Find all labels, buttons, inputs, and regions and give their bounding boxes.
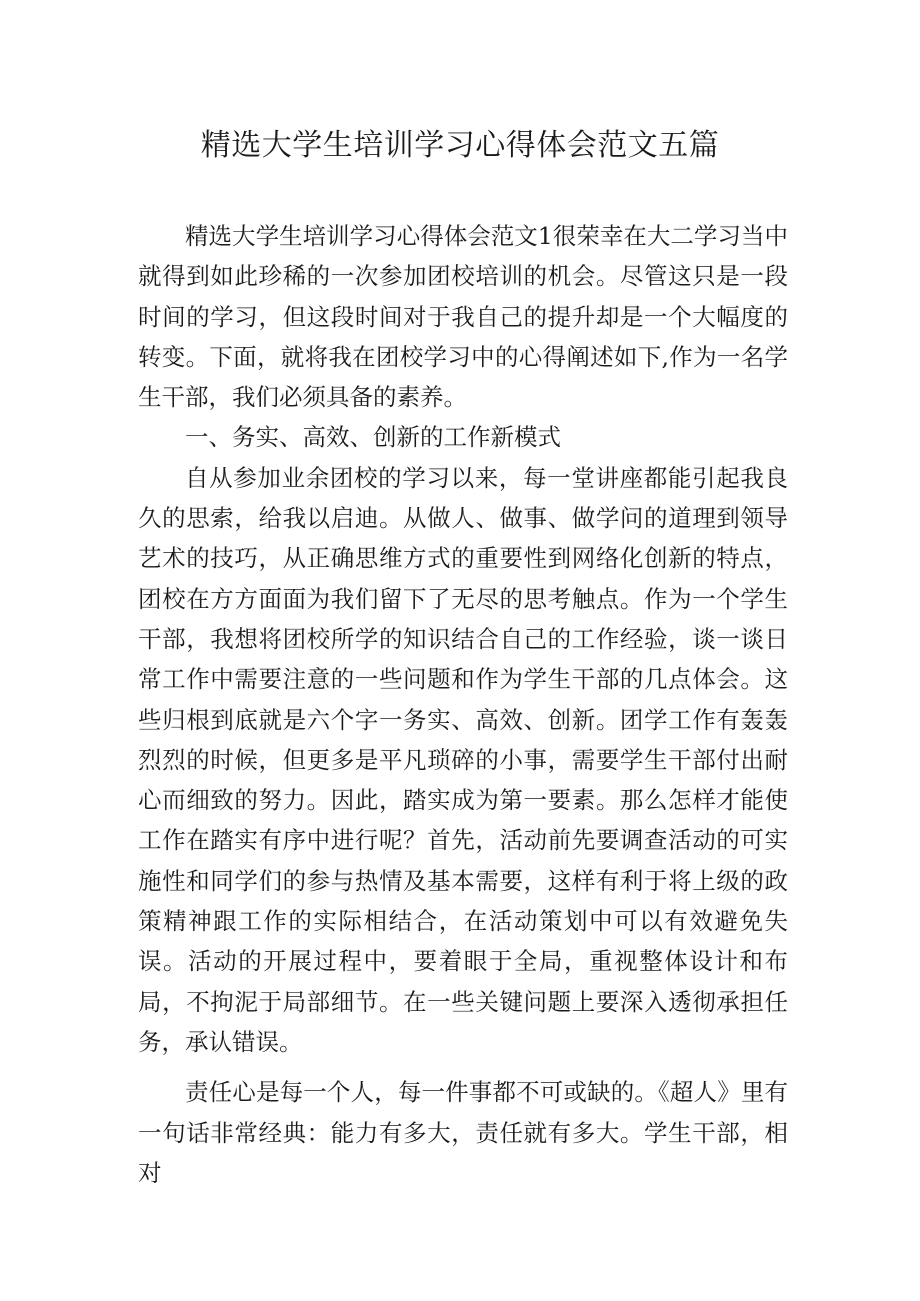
paragraph-main: 自从参加业余团校的学习以来，每一堂讲座都能引起我良久的思索，给我以启迪。从做人、做事、做学问的道理到领导艺术的技巧，从正确思维方式的重要性到网络化创新的特点，团校在方方面面为我们留下了无尽的思考触点。作为一个学生干部，我想将团校所学的知识结合自己的工作经验，谈一谈日常工作中需要注意的一些问题和作为学生干部的几点体会。这些归根到底就是六个字一务实、高效、创新。团学工作有轰轰烈烈的时候，但更多是平凡琐碎的小事，需要学生干部付出耐心而细致的努力。因此，踏实成为第一要素。那么怎样才能使工作在踏实有序中进行呢？首先，活动前先要调查活动的可实施性和同学们的参与热情及基本需要，这样有利于将上级的政策精神跟工作的实际相结合，在活动策划中可以有效避免失误。活动的开展过程中，要着眼于全局，重视整体设计和布局，不拘泥于局部细节。在一些关键问题上要深入透彻承担任务，承认错误。 [138,463,788,1056]
page-title: 精选大学生培训学习心得体会范文五篇 [200,128,720,163]
document-body [138,216,788,1193]
paragraph-responsibility: 责任心是每一个人，每一件事都不可或缺的。《超人》里有一句话非常经典：能力有多大，责任就有多大。学生干部，相对 [138,1078,788,1187]
section-heading: 一、务实、高效、创新的工作新模式 [185,423,561,452]
paragraph-intro: 精选大学生培训学习心得体会范文1很荣幸在大二学习当中就得到如此珍稀的一次参加团校培训的机会。尽管这只是一段时间的学习，但这段时间对于我自己的提升却是一个大幅度的转变。下面，就将我在团校学习中的心得阐述如下,作为一名学生干部，我们必须具备的素养。 [138,222,788,412]
